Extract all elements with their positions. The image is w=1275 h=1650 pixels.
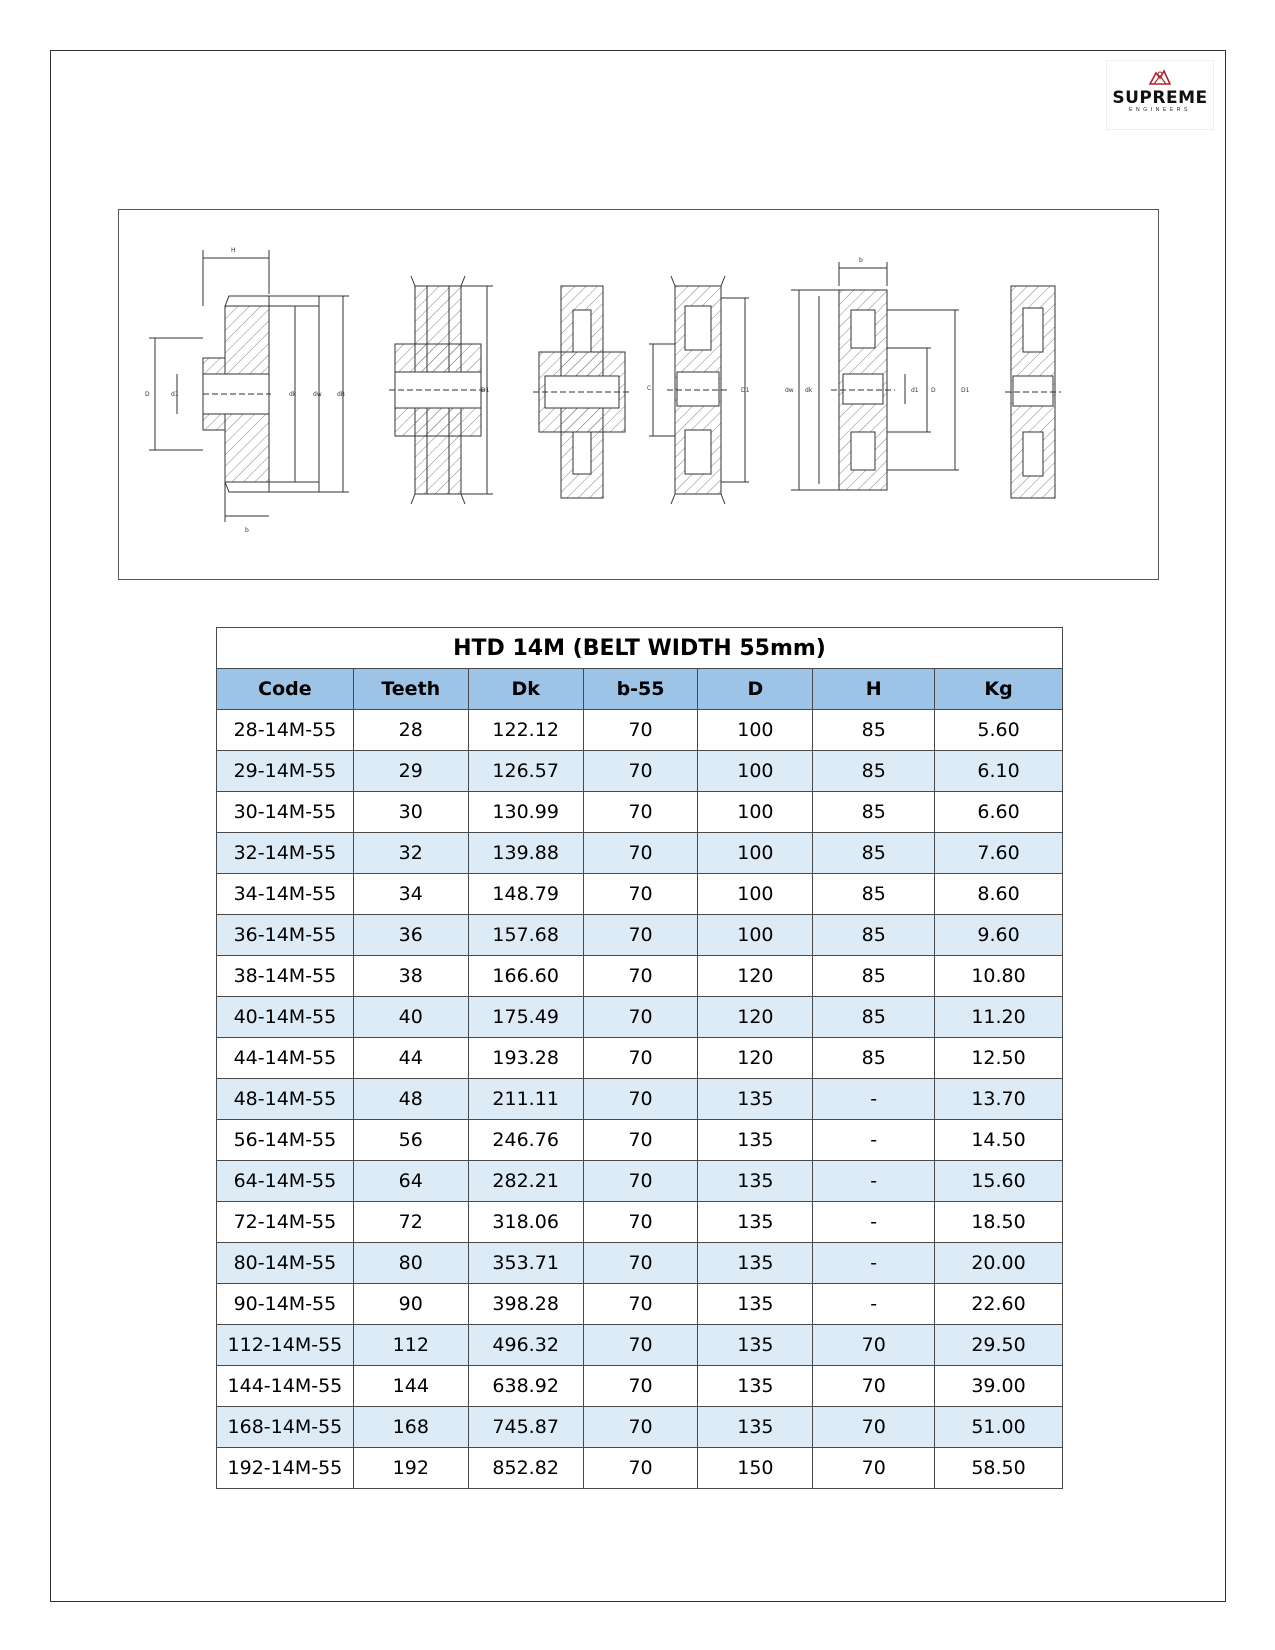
table-row (217, 997, 1063, 1038)
cell-code: 40-14M-55 (217, 997, 354, 1038)
cell-kg: 29.50 (935, 1325, 1063, 1366)
label-D1-2: D1 (741, 387, 750, 394)
cell-b55: 70 (583, 1407, 698, 1448)
cell-code: 36-14M-55 (217, 915, 354, 956)
cell-dk: 157.68 (468, 915, 583, 956)
cell-teeth: 56 (353, 1120, 468, 1161)
cell-d: 100 (698, 874, 813, 915)
cell-d: 135 (698, 1079, 813, 1120)
col-header-kg: Kg (935, 669, 1063, 710)
cell-dk: 122.12 (468, 710, 583, 751)
cell-dk: 496.32 (468, 1325, 583, 1366)
cell-h: 85 (813, 710, 935, 751)
cell-kg: 22.60 (935, 1284, 1063, 1325)
label-b: b (245, 527, 249, 534)
cell-kg: 15.60 (935, 1161, 1063, 1202)
cell-dk: 353.71 (468, 1243, 583, 1284)
cell-dk: 193.28 (468, 1038, 583, 1079)
label-dw-2: dw (785, 387, 794, 394)
cell-teeth: 48 (353, 1079, 468, 1120)
cell-kg: 13.70 (935, 1079, 1063, 1120)
cell-b55: 70 (583, 751, 698, 792)
cell-d: 120 (698, 997, 813, 1038)
cell-b55: 70 (583, 792, 698, 833)
cell-teeth: 80 (353, 1243, 468, 1284)
cell-teeth: 28 (353, 710, 468, 751)
cell-h: 85 (813, 956, 935, 997)
cell-teeth: 90 (353, 1284, 468, 1325)
cell-kg: 12.50 (935, 1038, 1063, 1079)
cell-teeth: 72 (353, 1202, 468, 1243)
cell-kg: 18.50 (935, 1202, 1063, 1243)
cell-dk: 130.99 (468, 792, 583, 833)
cell-d: 135 (698, 1120, 813, 1161)
cell-b55: 70 (583, 833, 698, 874)
table-row (217, 1366, 1063, 1407)
cell-h: - (813, 1161, 935, 1202)
cell-h: 85 (813, 751, 935, 792)
cell-h: 70 (813, 1325, 935, 1366)
col-header-teeth: Teeth (353, 669, 468, 710)
cell-kg: 6.10 (935, 751, 1063, 792)
cell-b55: 70 (583, 1202, 698, 1243)
cell-b55: 70 (583, 997, 698, 1038)
table-header-row (217, 669, 1063, 710)
brand-logo (1106, 60, 1214, 130)
table-body (217, 710, 1063, 1489)
cell-h: 85 (813, 792, 935, 833)
cell-d: 135 (698, 1407, 813, 1448)
cell-h: - (813, 1202, 935, 1243)
cell-kg: 51.00 (935, 1407, 1063, 1448)
cell-d: 100 (698, 915, 813, 956)
label-C: C (647, 385, 652, 392)
cell-h: - (813, 1120, 935, 1161)
drawing-large-web-pulley (785, 257, 970, 490)
cell-code: 144-14M-55 (217, 1366, 354, 1407)
cell-d: 135 (698, 1366, 813, 1407)
drawing-web-pulley (389, 276, 493, 504)
label-d1: d1 (171, 391, 179, 398)
cell-dk: 745.87 (468, 1407, 583, 1448)
cell-h: - (813, 1284, 935, 1325)
cell-teeth: 144 (353, 1366, 468, 1407)
cell-code: 44-14M-55 (217, 1038, 354, 1079)
cell-dk: 148.79 (468, 874, 583, 915)
label-H: H (231, 247, 236, 254)
col-header-dk: Dk (468, 669, 583, 710)
label-D-2: D (931, 387, 936, 394)
cell-d: 135 (698, 1202, 813, 1243)
cell-code: 48-14M-55 (217, 1079, 354, 1120)
pulley-drawing-panel (118, 209, 1159, 580)
cell-d: 135 (698, 1325, 813, 1366)
table-row (217, 1407, 1063, 1448)
cell-d: 100 (698, 833, 813, 874)
cell-kg: 58.50 (935, 1448, 1063, 1489)
col-header-h: H (813, 669, 935, 710)
table-row (217, 1448, 1063, 1489)
spec-table (216, 627, 1063, 1489)
cell-teeth: 40 (353, 997, 468, 1038)
drawing-straight-pulley (533, 286, 651, 498)
cell-code: 72-14M-55 (217, 1202, 354, 1243)
cell-d: 120 (698, 1038, 813, 1079)
cell-dk: 282.21 (468, 1161, 583, 1202)
cell-code: 28-14M-55 (217, 710, 354, 751)
table-row (217, 710, 1063, 751)
label-dk: dk (289, 391, 297, 398)
cell-kg: 8.60 (935, 874, 1063, 915)
cell-b55: 70 (583, 1284, 698, 1325)
cell-teeth: 32 (353, 833, 468, 874)
cell-h: - (813, 1243, 935, 1284)
pulley-section-drawings (119, 210, 1158, 579)
cell-d: 135 (698, 1243, 813, 1284)
cell-teeth: 29 (353, 751, 468, 792)
cell-b55: 70 (583, 1243, 698, 1284)
cell-h: - (813, 1079, 935, 1120)
table-row (217, 833, 1063, 874)
cell-code: 30-14M-55 (217, 792, 354, 833)
label-D: D (145, 391, 150, 398)
cell-h: 85 (813, 833, 935, 874)
cell-kg: 39.00 (935, 1366, 1063, 1407)
cell-h: 85 (813, 1038, 935, 1079)
label-D1-3: D1 (961, 387, 970, 394)
cell-dk: 398.28 (468, 1284, 583, 1325)
cell-code: 80-14M-55 (217, 1243, 354, 1284)
cell-kg: 9.60 (935, 915, 1063, 956)
brand-tagline: ENGINEERS (1129, 107, 1191, 113)
table-row (217, 874, 1063, 915)
cell-teeth: 38 (353, 956, 468, 997)
cell-b55: 70 (583, 1325, 698, 1366)
cell-dk: 318.06 (468, 1202, 583, 1243)
cell-dk: 175.49 (468, 997, 583, 1038)
cell-b55: 70 (583, 1120, 698, 1161)
cell-d: 150 (698, 1448, 813, 1489)
cell-d: 135 (698, 1284, 813, 1325)
table-row (217, 1161, 1063, 1202)
cell-teeth: 34 (353, 874, 468, 915)
drawing-hub-pulley (145, 247, 349, 534)
table-row (217, 792, 1063, 833)
table-row (217, 915, 1063, 956)
table-row (217, 1202, 1063, 1243)
cell-dk: 211.11 (468, 1079, 583, 1120)
cell-b55: 70 (583, 710, 698, 751)
cell-h: 70 (813, 1448, 935, 1489)
cell-b55: 70 (583, 874, 698, 915)
col-header-b55: b-55 (583, 669, 698, 710)
cell-d: 100 (698, 792, 813, 833)
table-title: HTD 14M (BELT WIDTH 55mm) (217, 628, 1063, 669)
label-b-2: b (859, 257, 863, 264)
cell-h: 70 (813, 1366, 935, 1407)
cell-d: 100 (698, 751, 813, 792)
cell-dk: 166.60 (468, 956, 583, 997)
cell-b55: 70 (583, 1448, 698, 1489)
cell-code: 29-14M-55 (217, 751, 354, 792)
cell-kg: 7.60 (935, 833, 1063, 874)
cell-teeth: 168 (353, 1407, 468, 1448)
cell-code: 32-14M-55 (217, 833, 354, 874)
cell-teeth: 44 (353, 1038, 468, 1079)
table-row (217, 1284, 1063, 1325)
cell-d: 135 (698, 1161, 813, 1202)
cell-teeth: 64 (353, 1161, 468, 1202)
cell-b55: 70 (583, 956, 698, 997)
label-d1-2: d1 (911, 387, 919, 394)
cell-kg: 10.80 (935, 956, 1063, 997)
table-row (217, 1038, 1063, 1079)
cell-b55: 70 (583, 1161, 698, 1202)
cell-b55: 70 (583, 1038, 698, 1079)
table-row (217, 956, 1063, 997)
cell-kg: 14.50 (935, 1120, 1063, 1161)
cell-code: 34-14M-55 (217, 874, 354, 915)
mountain-crest-logo-icon (1147, 67, 1173, 87)
cell-h: 85 (813, 915, 935, 956)
brand-name: SUPREME (1112, 88, 1208, 108)
cell-teeth: 192 (353, 1448, 468, 1489)
cell-kg: 11.20 (935, 997, 1063, 1038)
cell-kg: 5.60 (935, 710, 1063, 751)
cell-code: 168-14M-55 (217, 1407, 354, 1448)
label-dk-2: dk (805, 387, 813, 394)
table-row (217, 1120, 1063, 1161)
cell-d: 120 (698, 956, 813, 997)
cell-code: 192-14M-55 (217, 1448, 354, 1489)
cell-code: 38-14M-55 (217, 956, 354, 997)
cell-kg: 6.60 (935, 792, 1063, 833)
table-row (217, 751, 1063, 792)
col-header-d: D (698, 669, 813, 710)
label-dw: dw (313, 391, 322, 398)
col-header-code: Code (217, 669, 354, 710)
cell-b55: 70 (583, 915, 698, 956)
cell-dk: 139.88 (468, 833, 583, 874)
cell-dk: 246.76 (468, 1120, 583, 1161)
cell-teeth: 36 (353, 915, 468, 956)
cell-b55: 70 (583, 1366, 698, 1407)
label-D1: D1 (481, 387, 490, 394)
drawing-plain-pulley (1005, 286, 1061, 498)
cell-code: 90-14M-55 (217, 1284, 354, 1325)
cell-code: 64-14M-55 (217, 1161, 354, 1202)
label-dB: dB (337, 391, 345, 398)
table-row (217, 1079, 1063, 1120)
cell-dk: 852.82 (468, 1448, 583, 1489)
cell-d: 100 (698, 710, 813, 751)
cell-h: 85 (813, 997, 935, 1038)
cell-h: 85 (813, 874, 935, 915)
cell-b55: 70 (583, 1079, 698, 1120)
cell-code: 112-14M-55 (217, 1325, 354, 1366)
table-row (217, 1243, 1063, 1284)
cell-dk: 638.92 (468, 1366, 583, 1407)
table-row (217, 1325, 1063, 1366)
cell-teeth: 112 (353, 1325, 468, 1366)
cell-h: 70 (813, 1407, 935, 1448)
cell-dk: 126.57 (468, 751, 583, 792)
cell-kg: 20.00 (935, 1243, 1063, 1284)
cell-code: 56-14M-55 (217, 1120, 354, 1161)
drawing-flanged-web-pulley (649, 276, 750, 504)
cell-teeth: 30 (353, 792, 468, 833)
